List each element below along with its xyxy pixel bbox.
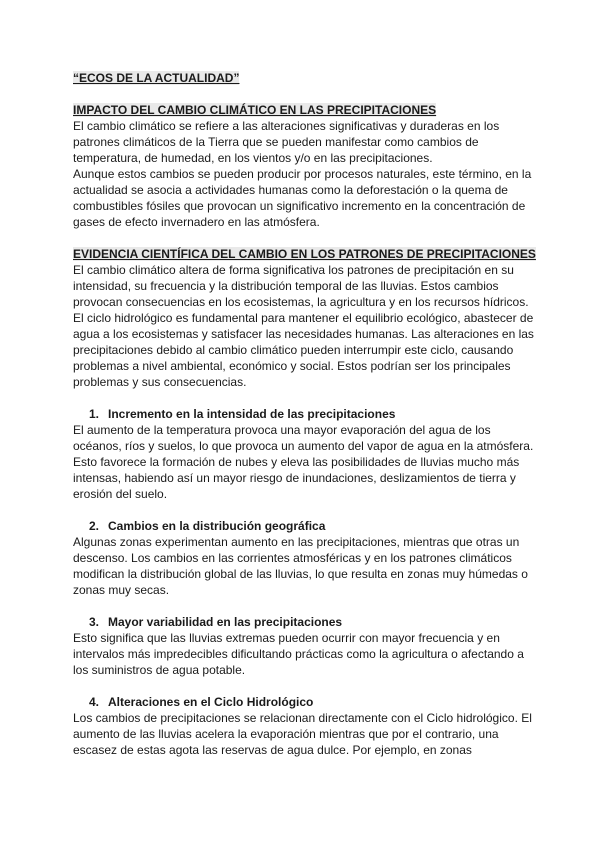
section-heading-evidencia (73, 246, 540, 262)
list-item-text-2: Algunas zonas experimentan aumento en las precipitaciones, mientras que otras un descenso. Los cambios en las corrientes atmosféricas y en los patrones climáticos modifican la distribución global de las lluvias, lo que resulta en zonas muy húmedas o zonas muy secas. (73, 535, 528, 597)
list-item-heading-4 (73, 694, 540, 710)
list-item-text-4: Los cambios de precipitaciones se relacionan directamente con el Ciclo hidrológico. El aumento de las lluvias acelera la evaporación mientras que por el contrario, una escasez de estas agota las reservas de agua dulce. Por ejemplo, en zonas (73, 711, 532, 757)
document-title (73, 70, 540, 86)
list-item-heading-2 (73, 518, 540, 534)
list-item-number-4: 4. (89, 695, 100, 709)
list-item-title-1: Incremento en la intensidad de las precipitaciones (108, 407, 396, 421)
section-heading-impacto (73, 102, 540, 118)
list-item-title-4: Alteraciones en el Ciclo Hidrológico (108, 695, 314, 709)
list-item-text-1: El aumento de la temperatura provoca una mayor evaporación del agua de los océanos, ríos y suelos, lo que provoca un aumento del vapor de agua en la atmósfera. Esto favorece la formación de nubes y eleva las posibilidades de lluvias mucho más intensas, habiendo así un mayor riesgo de inundaciones, deslizamientos de tierra y erosión del suelo. (73, 423, 534, 501)
list-item-number-2: 2. (89, 519, 100, 533)
section-heading-impacto-text: IMPACTO DEL CAMBIO CLIMÁTICO EN LAS PRECIPITACIONES (73, 103, 437, 117)
list-item-text-3: Esto significa que las lluvias extremas pueden ocurrir con mayor frecuencia y en intervalos más impredecibles dificultando prácticas como la agricultura o afectando a los suministros de agua potable. (73, 631, 524, 677)
document-title-text: “ECOS DE LA ACTUALIDAD” (73, 71, 240, 85)
list-item-heading-1 (73, 406, 540, 422)
list-item-heading-3 (73, 614, 540, 630)
list-item-number-3: 3. (89, 615, 100, 629)
paragraph-impacto-2: Aunque estos cambios se pueden producir por procesos naturales, este término, en la actualidad se asocia a actividades humanas como la deforestación o la quema de combustibles fósiles que provocan un significativo incremento en la concentración de gases de efecto invernadero en las atmósfera. (73, 167, 532, 229)
list-item-title-3: Mayor variabilidad en las precipitaciones (108, 615, 343, 629)
section-heading-evidencia-text: EVIDENCIA CIENTÍFICA DEL CAMBIO EN LOS PATRONES DE PRECIPITACIONES (73, 247, 536, 261)
paragraph-evidencia-1: El cambio climático altera de forma significativa los patrones de precipitación en su intensidad, su frecuencia y la distribución temporal de las lluvias. Estos cambios provocan consecuencias en los ecosistemas, la agricultura y en los recursos hídricos. El ciclo hidrológico es fundamental para mantener el equilibrio ecológico, abastecer de agua a los ecosistemas y satisfacer las necesidades humanas. Las alteraciones en las precipitaciones debido al cambio climático pueden interrumpir este ciclo, causando problemas a nivel ambiental, económico y social. Estos podrían ser los principales problemas y sus consecuencias. (73, 263, 534, 389)
list-item-number-1: 1. (89, 407, 100, 421)
list-item-title-2: Cambios en la distribución geográfica (108, 519, 326, 533)
paragraph-impacto-1: El cambio climático se refiere a las alteraciones significativas y duraderas en los patrones climáticos de la Tierra que se pueden manifestar como cambios de temperatura, de humedad, en los vientos y/o en las precipitaciones. (73, 119, 500, 165)
